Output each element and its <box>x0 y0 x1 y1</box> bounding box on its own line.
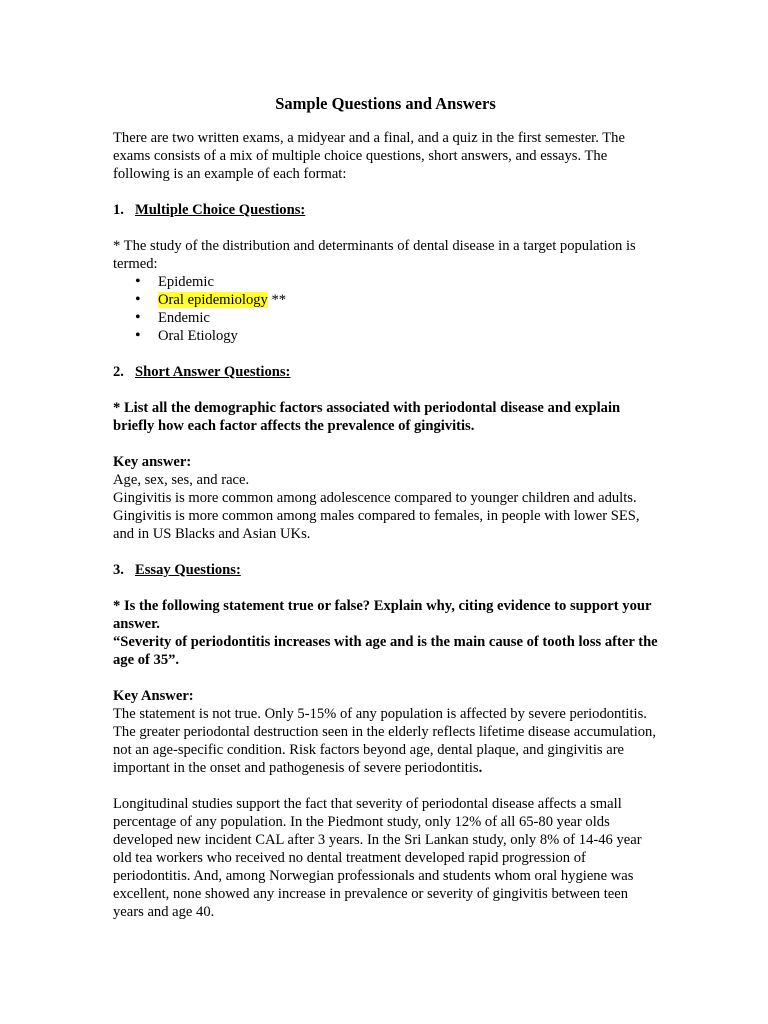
answer-paragraph: Longitudinal studies support the fact that severity of periodontal disease affects a small percentage of any population. In the Piedmont study, only 12% of all 65-80 year olds developed new incident CAL after 3 years. In the Sri Lankan study, only 8% of 14-46 year old tea workers who received no dental treatment developed rapid progression of periodontitis. And, among Norwegian professionals and students whom oral hygiene was excellent, none showed any increase in prevalence or severity of gingivitis between teen years and age 40. <box>113 796 642 920</box>
key-answer-label: Key answer: <box>113 454 192 470</box>
essay-statement: “Severity of periodontitis increases with age and is the main cause of tooth loss after the age of 35”. <box>113 634 658 668</box>
essay-question: * Is the following statement true or false? Explain why, citing evidence to support your answer. <box>113 598 652 632</box>
key-answer-label: Key Answer: <box>113 688 194 704</box>
document-body <box>113 94 658 921</box>
list-item: • Endemic <box>135 309 658 327</box>
mcq-question: * The study of the distribution and determinants of dental disease in a target population is termed: <box>113 238 636 272</box>
mcq-options-list <box>113 273 658 345</box>
section-heading-multiple-choice <box>113 201 658 219</box>
answer-line: Age, sex, ses, and race. <box>113 472 250 488</box>
answer-line: Gingivitis is more common among males compared to females, in people with lower SES, and in US Blacks and Asian UKs. <box>113 508 640 542</box>
list-item: • Oral Etiology <box>135 327 658 345</box>
section-title: Short Answer Questions: <box>135 364 291 380</box>
section-number: 1. <box>113 202 124 218</box>
section-title: Multiple Choice Questions: <box>135 202 306 218</box>
highlighted-answer: Oral epidemiology <box>158 292 268 308</box>
page-title: Sample Questions and Answers <box>275 94 496 113</box>
short-answer-question: * List all the demographic factors associated with periodontal disease and explain briefly how each factor affects the prevalence of gingivitis. <box>113 400 621 434</box>
correct-answer-marker: ** <box>267 292 287 308</box>
intro-paragraph: There are two written exams, a midyear and a final, and a quiz in the first semester. The exams consists of a mix of multiple choice questions, short answers, and essays. The following is an example of each format: <box>113 130 625 182</box>
list-item: • Epidemic <box>135 273 658 291</box>
answer-paragraph: The statement is not true. Only 5-15% of any population is affected by severe periodontitis. The greater periodontal destruction seen in the elderly reflects lifetime disease accumulation, not an age-specific condition. Risk factors beyond age, dental plaque, and gingivitis are important in the onset and pathogenesis of severe periodontitis. <box>113 706 656 776</box>
list-item-correct-answer <box>135 291 658 309</box>
section-heading-short-answer <box>113 363 658 381</box>
section-number: 2. <box>113 364 124 380</box>
section-title: Essay Questions: <box>135 562 241 578</box>
section-number: 3. <box>113 562 124 578</box>
section-heading-essay <box>113 561 658 579</box>
answer-line: Gingivitis is more common among adolescence compared to younger children and adults. <box>113 490 637 506</box>
